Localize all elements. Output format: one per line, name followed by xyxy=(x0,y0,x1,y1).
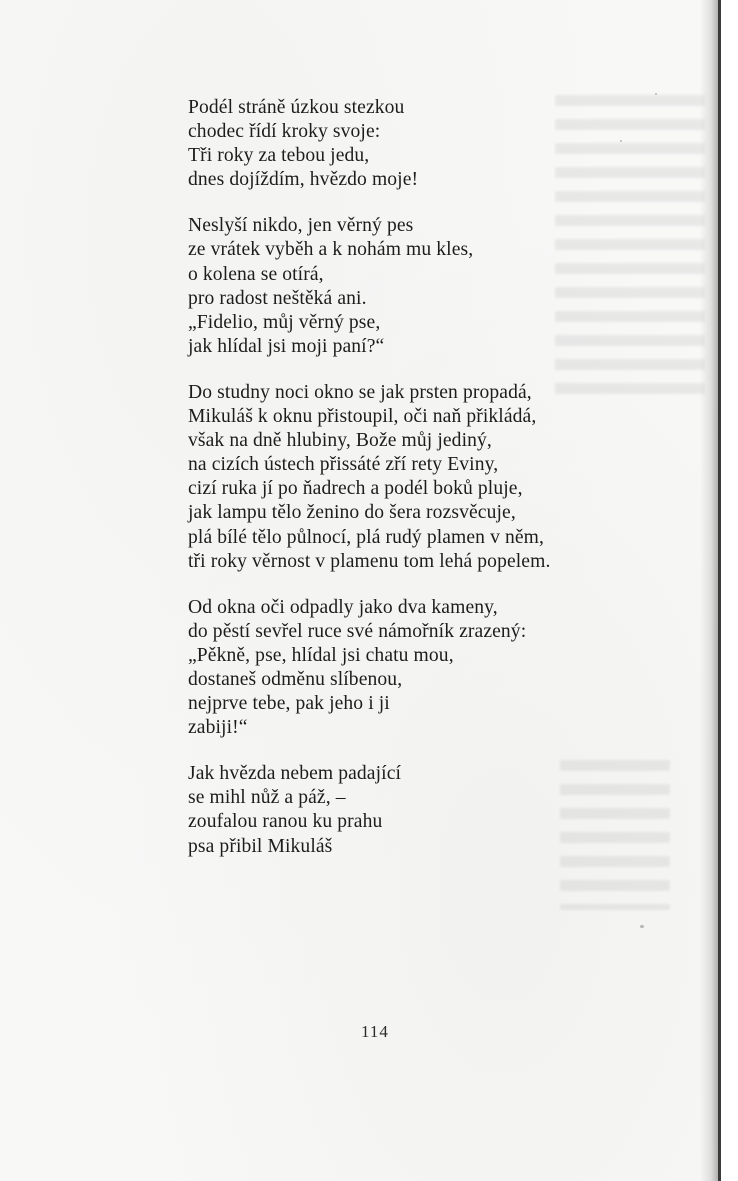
stanza-2 xyxy=(188,214,550,359)
poem-line: na cizích ústech přissáté zří rety Eviny, xyxy=(188,454,499,476)
scan-background xyxy=(721,0,738,1181)
poem-line: však na dně hlubiny, Bože můj jediný, xyxy=(188,430,492,452)
poem-line: tři roky věrnost v plamenu tom lehá popelem. xyxy=(188,550,551,572)
poem-line: Do studny noci okno se jak prsten propadá, xyxy=(188,381,532,403)
paper-speck xyxy=(655,93,657,95)
poem-line: „Fidelio, můj věrný pse, xyxy=(188,311,381,333)
stanza-4 xyxy=(188,596,550,741)
poem-line: plá bílé tělo půlnocí, plá rudý plamen v něm, xyxy=(188,526,545,548)
poem-line: Mikuláš k oknu přistoupil, oči naň přikládá, xyxy=(188,406,537,428)
poem-line: jak lampu tělo ženino do šera rozsvěcuje, xyxy=(188,502,516,524)
page-edge-shadow xyxy=(700,0,718,1181)
poem-line: o kolena se otírá, xyxy=(188,263,324,285)
page-number: 114 xyxy=(361,1022,389,1041)
poem-line: pro radost neštěká ani. xyxy=(188,287,367,309)
poem-line: zoufalou ranou ku prahu xyxy=(188,811,383,833)
poem-line: Od okna oči odpadly jako dva kameny, xyxy=(188,596,498,618)
poem-line: Neslyší nikdo, jen věrný pes xyxy=(188,215,414,237)
paper-speck xyxy=(620,140,622,142)
stanza-1 xyxy=(188,96,550,192)
poem-line: cizí ruka jí po ňadrech a podél boků pluje, xyxy=(188,478,523,500)
poem-line: dostaneš odměnu slíbenou, xyxy=(188,668,403,690)
poem xyxy=(188,96,550,881)
bleed-through-text-top xyxy=(555,95,705,405)
poem-line: nejprve tebe, pak jeho i ji xyxy=(188,693,390,715)
bleed-through-text-bottom xyxy=(560,760,670,910)
poem-line: ze vrátek vyběh a k nohám mu kles, xyxy=(188,239,474,261)
poem-line: Jak hvězda nebem padající xyxy=(188,763,402,785)
poem-line: do pěstí sevřel ruce své námořník zrazený: xyxy=(188,620,527,642)
stanza-5 xyxy=(188,762,550,858)
poem-line: chodec řídí kroky svoje: xyxy=(188,121,381,143)
poem-line: „Pěkně, pse, hlídal jsi chatu mou, xyxy=(188,644,454,666)
poem-line: se mihl nůž a páž, – xyxy=(188,787,346,809)
poem-line: dnes dojíždím, hvězdo moje! xyxy=(188,169,419,191)
poem-line: psa přibil Mikuláš xyxy=(188,835,333,857)
poem-line: Podél stráně úzkou stezkou xyxy=(188,97,405,118)
stanza-3 xyxy=(188,381,550,574)
poem-line: jak hlídal jsi moji paní?“ xyxy=(188,335,385,357)
poem-line: zabiji!“ xyxy=(188,717,248,739)
paper-speck xyxy=(640,925,644,928)
poem-line: Tři roky za tebou jedu, xyxy=(188,145,370,167)
